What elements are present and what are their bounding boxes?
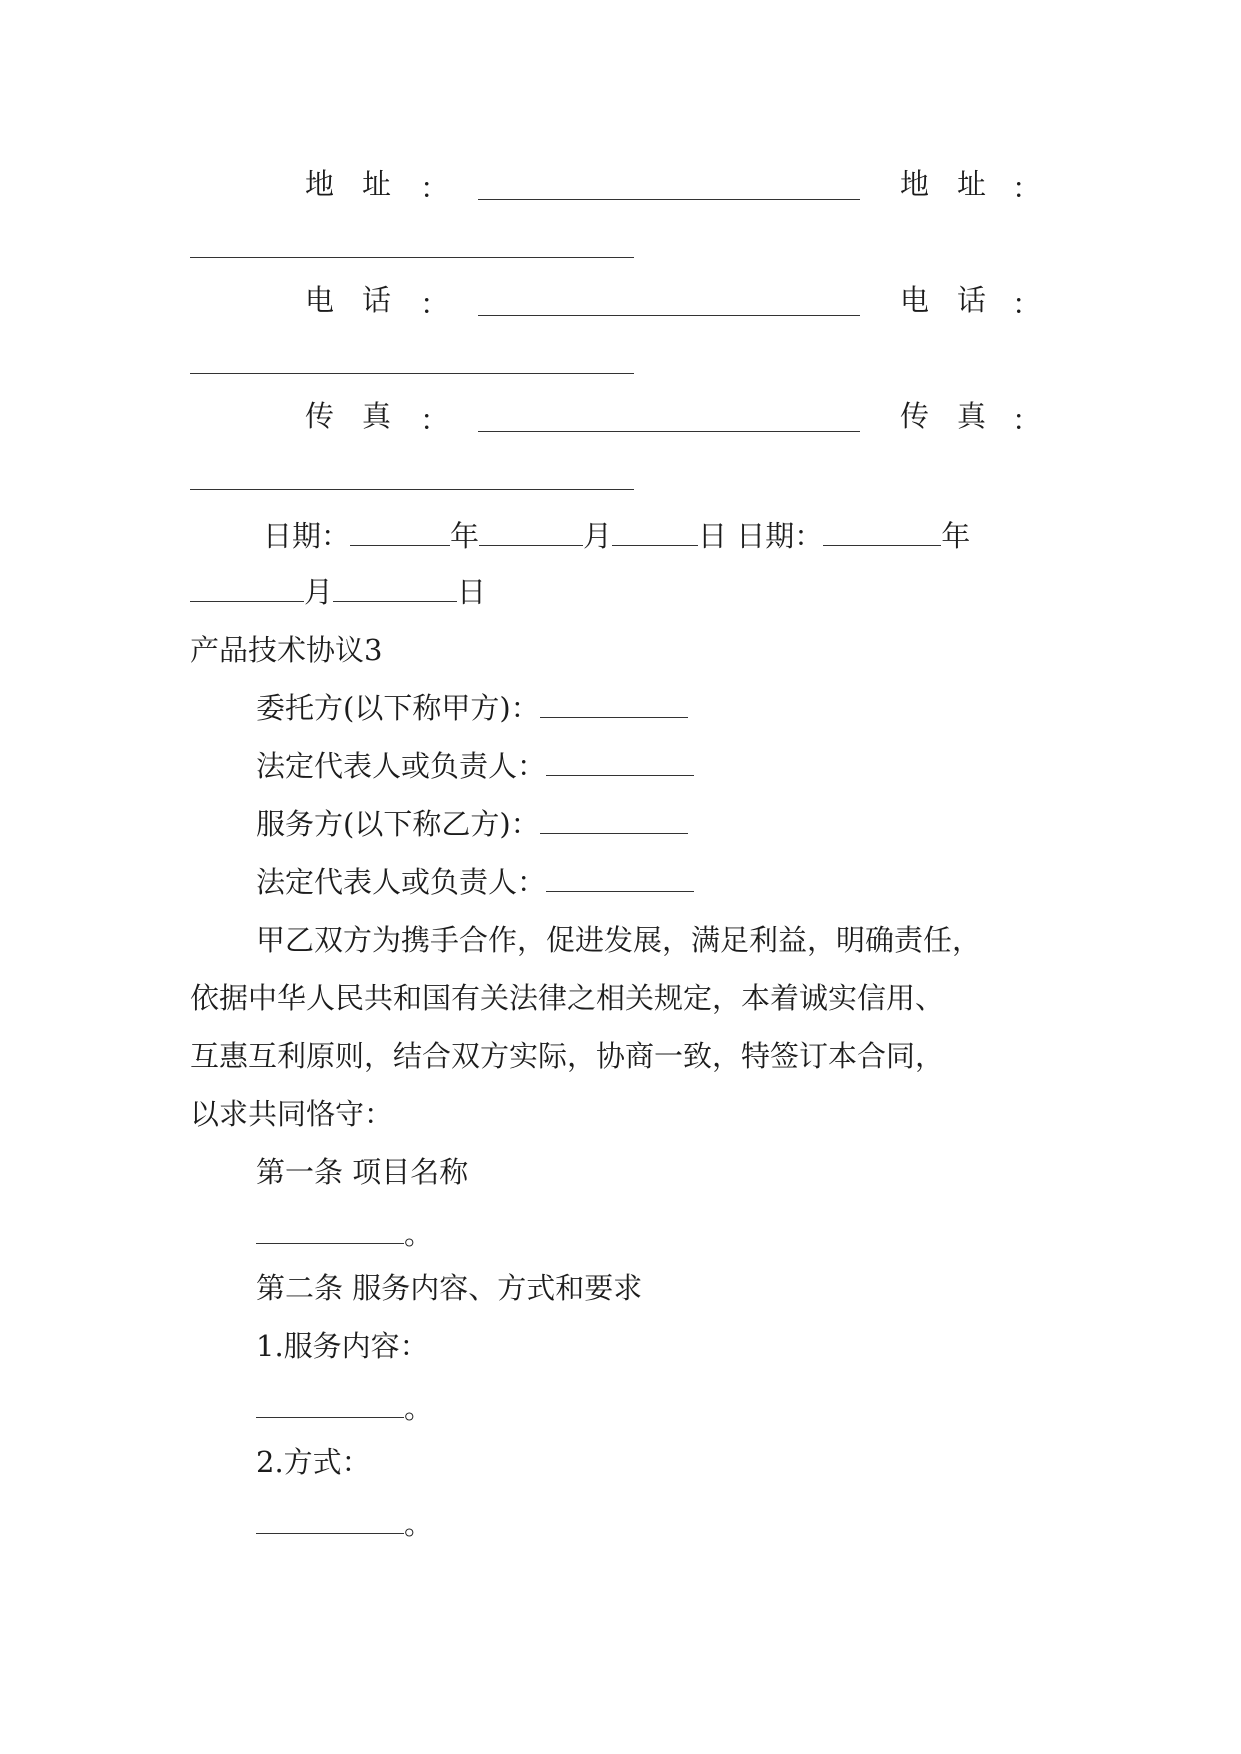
party-client: 委托方(以下称甲方)： [256, 690, 688, 726]
phone-colon-a: ： [420, 287, 450, 321]
item-2-method: 2.方式： [256, 1445, 371, 1479]
item-1-blank: 。 [256, 1390, 433, 1426]
date-line-2: 月 日 [190, 574, 486, 610]
address-blank-a [478, 199, 860, 200]
article-2-heading: 第二条 服务内容、方式和要求 [256, 1271, 643, 1305]
fax-label-a: 传真 [305, 399, 420, 433]
address-label-b: 地址 [900, 167, 1015, 201]
phone-label-b: 电话 [900, 283, 1015, 317]
preamble-line-1: 甲乙双方为携手合作，促进发展，满足利益，明确责任， [256, 923, 982, 957]
preamble-line-4: 以求共同恪守： [190, 1097, 394, 1131]
preamble-line-2: 依据中华人民共和国有关法律之相关规定，本着诚实信用、 [190, 981, 945, 1015]
fax-blank-a [478, 431, 860, 432]
fax-colon-b: ： [1012, 403, 1042, 437]
phone-colon-b: ： [1012, 287, 1042, 321]
agreement-title: 产品技术协议3 [190, 633, 383, 667]
item-2-blank: 。 [256, 1506, 433, 1542]
phone-blank-b [190, 373, 634, 374]
phone-label-a: 电话 [305, 283, 420, 317]
party-provider-rep: 法定代表人或负责人： [256, 864, 694, 900]
fax-label-b: 传真 [900, 399, 1015, 433]
address-colon-a: ： [420, 171, 450, 205]
address-blank-b [190, 257, 634, 258]
item-1-service-content: 1.服务内容： [256, 1329, 429, 1363]
address-label-a: 地址 [305, 167, 420, 201]
party-provider: 服务方(以下称乙方)： [256, 806, 688, 842]
fax-colon-a: ： [420, 403, 450, 437]
date-line-1: 日期： 年 月 日 日期： 年 [263, 519, 971, 553]
preamble-line-3: 互惠互利原则，结合双方实际，协商一致，特签订本合同， [190, 1039, 945, 1073]
party-client-rep: 法定代表人或负责人： [256, 748, 694, 784]
fax-blank-b [190, 489, 634, 490]
phone-blank-a [478, 315, 860, 316]
article-1-heading: 第一条 项目名称 [256, 1155, 469, 1189]
article-1-blank: 。 [256, 1216, 433, 1252]
address-colon-b: ： [1012, 171, 1042, 205]
